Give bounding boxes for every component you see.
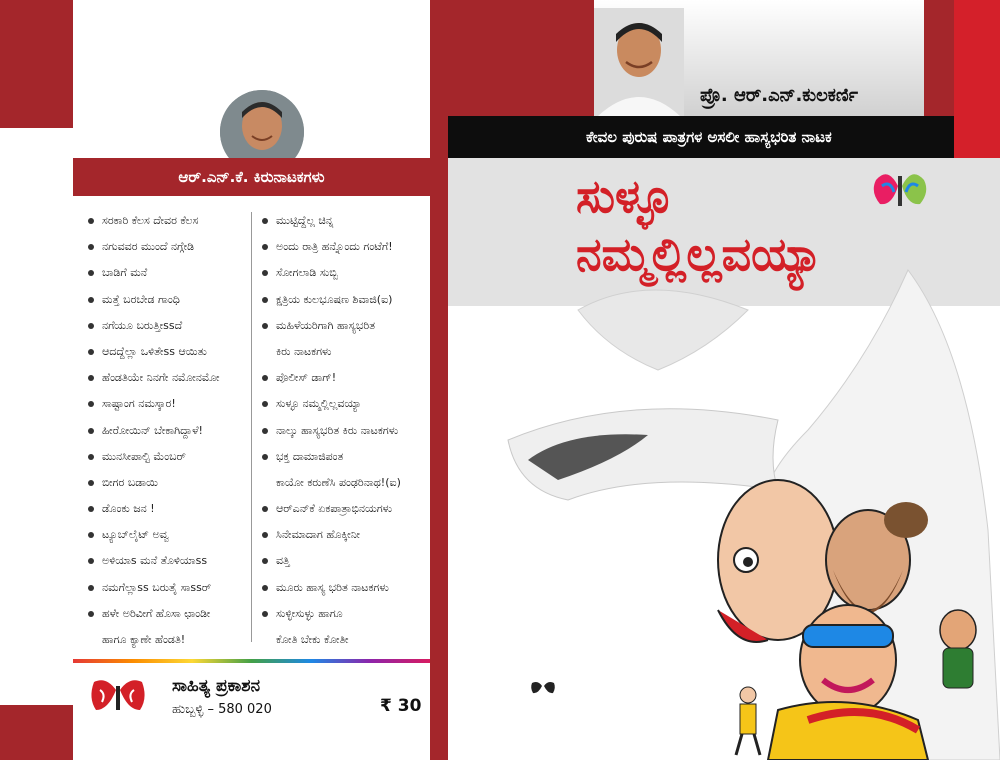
bullet-icon bbox=[88, 218, 94, 224]
bullet-icon bbox=[88, 401, 94, 407]
bullet-icon bbox=[88, 375, 94, 381]
book-list-item bbox=[262, 391, 401, 417]
book-list-item-text: ಕೋತಿ ಬೇಕು ಕೋತೀ bbox=[276, 633, 349, 646]
bullet-icon bbox=[88, 244, 94, 250]
book-list-item bbox=[88, 418, 220, 444]
book-list-item-text: ನಮಗೆಲ್ಲಾss ಬರುತೈ ಸಾssರ್ bbox=[102, 580, 212, 594]
book-list-item-text: ಡೊಂಕು ಜನ ! bbox=[102, 502, 155, 516]
tagline-band bbox=[448, 116, 954, 158]
book-list-item-text: ಬಾಡಿಗೆ ಮನೆ bbox=[102, 266, 148, 280]
bullet-icon bbox=[88, 270, 94, 276]
book-list-item-text: ಮುಟ್ಟಿದ್ದೆಲ್ಲ ಚಿನ್ನ bbox=[276, 214, 334, 227]
bullet-icon bbox=[88, 611, 94, 617]
bullet-icon bbox=[88, 558, 94, 564]
publisher-logo-icon bbox=[88, 676, 148, 716]
book-list-item bbox=[88, 575, 220, 601]
publisher-name: ಸಾಹಿತ್ಯ ಪ್ರಕಾಶನ bbox=[172, 676, 261, 696]
book-list-item bbox=[88, 522, 220, 548]
bullet-icon bbox=[88, 506, 94, 512]
book-list-item-text: ಸುಳ್ಳೀಸುಳ್ಳು ಹಾಗೂ bbox=[276, 606, 343, 620]
bullet-icon bbox=[88, 585, 94, 591]
book-list-item bbox=[262, 548, 401, 574]
book-list-item-text: ಪೊಲೀಸ್ ಡಾಗ್! bbox=[276, 371, 337, 385]
bullet-icon bbox=[262, 558, 268, 564]
book-list-item bbox=[88, 548, 220, 574]
bullet-icon bbox=[88, 323, 94, 329]
bullet-icon bbox=[262, 218, 268, 224]
book-list-item-text: ಬೀಗರ ಬಡಾಯಿ bbox=[102, 475, 158, 489]
book-list-item-text: ಹಾಗೂ ಕ್ಯಾಣೇ ಹೆಂಡತಿ! bbox=[102, 633, 186, 646]
book-list-item-text: ಅಂದು ರಾತ್ರಿ ಹನ್ನೊಂದು ಗಂಟೆಗೆ! bbox=[276, 240, 393, 254]
author-photo bbox=[594, 8, 684, 116]
book-list-item-text: ಆದದ್ದೆಲ್ಲಾ ಒಳಿತೇss ಆಯಿತು bbox=[102, 344, 207, 358]
book-list-item-text: ಸೋಗಲಾಡಿ ಸುಬ್ಬಿ bbox=[276, 266, 338, 280]
book-list-item bbox=[88, 391, 220, 417]
book-list-item-text: ಹಳೇ ಅರಿವೀಗೆ ಹೊಸಾ ಛಾಂಡೀ bbox=[102, 606, 211, 620]
bullet-icon bbox=[262, 428, 268, 434]
book-list-item bbox=[262, 208, 401, 234]
book-list-item-text: ಸುಳ್ಳೂ ನಮ್ಮಲ್ಲಿಲ್ಲವಯ್ಯಾ bbox=[276, 397, 362, 411]
book-list-item bbox=[262, 418, 401, 444]
bullet-icon bbox=[88, 454, 94, 460]
book-list-item bbox=[88, 627, 220, 653]
book-list-item-text: ಮತ್ತೆ ಬರಬೇಡ ಗಾಂಧಿ bbox=[102, 292, 180, 306]
book-list-item bbox=[262, 522, 401, 548]
book-list-item bbox=[88, 234, 220, 260]
book-list-item bbox=[262, 339, 401, 365]
book-list-item bbox=[262, 601, 401, 627]
rainbow-divider bbox=[73, 659, 430, 663]
book-list-item-text: ಮೂರು ಹಾಸ್ಯ ಭರಿತ ನಾಟಕಗಳು bbox=[276, 580, 389, 594]
book-list-item-text: ಕಿರು ನಾಟಕಗಳು bbox=[276, 344, 332, 358]
book-list-item bbox=[262, 365, 401, 391]
butterfly-logo-icon bbox=[868, 160, 932, 228]
book-list-item bbox=[262, 287, 401, 313]
bullet-icon bbox=[262, 323, 268, 329]
front-bright-red-strip bbox=[954, 0, 1000, 118]
book-list-item bbox=[262, 234, 401, 260]
book-list-item-text: ಕ್ಷತ್ರಿಯ ಕುಲಭೂಷಣ ಶಿವಾಜಿ(ಐ) bbox=[276, 292, 393, 306]
bullet-icon bbox=[88, 480, 94, 486]
book-title-line-2: ನಮ್ಮಲ್ಲಿಲ್ಲವಯ್ಯಾ bbox=[576, 227, 824, 281]
book-list-left-column bbox=[88, 208, 220, 653]
bullet-icon bbox=[262, 506, 268, 512]
book-list-item bbox=[262, 444, 401, 470]
book-list-item bbox=[262, 470, 401, 496]
tagline-text: ಕೇವಲ ಪುರುಷ ಪಾತ್ರಗಳ ಅಸಲೀ ಹಾಸ್ಯಭರಿತ ನಾಟಕ bbox=[586, 128, 832, 146]
book-list-item-text: ಹೆಂಡತಿಯೇ ನಿನಗೇ ನಮೋನಮೋ bbox=[102, 371, 220, 385]
back-cover-red-block-bottom bbox=[0, 705, 73, 760]
bullet-icon bbox=[88, 532, 94, 538]
book-list-item-text: ಆರ್‌ಎನ್‌ಕೆ ಏಕಪಾತ್ರಾಭಿನಯಗಳು bbox=[276, 502, 393, 516]
book-title-line-1: ಸುಳ್ಳೂ bbox=[576, 169, 673, 223]
book-list-item-text: ನಾಲ್ಕು ಹಾಸ್ಯಭರಿತ ಕಿರು ನಾಟಕಗಳು bbox=[276, 423, 399, 437]
column-divider bbox=[251, 212, 252, 642]
book-list-item bbox=[88, 365, 220, 391]
tagline-band-red-end bbox=[954, 116, 1000, 158]
book-list-item-text: ವತ್ತಿ bbox=[276, 554, 290, 568]
book-list-item-text: ಸಾಷ್ಟಾಂಗ ನಮಸ್ಕಾರ! bbox=[102, 397, 176, 411]
book-list-item-text: ಭಕ್ತ ದಾಮಾಜಿಪಂತ bbox=[276, 449, 344, 463]
book-list-item-text: ಹೀರೋಯಿನ್ ಬೇಕಾಗಿದ್ದಾಳೆ! bbox=[102, 423, 203, 437]
book-list-item-text: ಅಳಿಯಾs ಮನೆ ತೊಳಿಯಾss bbox=[102, 554, 208, 568]
book-list-item-text: ಟ್ಯೂಬ್‌ಲೈಟ್ ಅವ್ವ bbox=[102, 528, 169, 542]
book-list-item bbox=[262, 496, 401, 522]
book-list-item bbox=[88, 260, 220, 286]
bullet-icon bbox=[262, 401, 268, 407]
small-butterfly-logo-icon bbox=[530, 680, 556, 700]
book-list-item bbox=[262, 313, 401, 339]
book-list-item bbox=[262, 627, 401, 653]
back-cover-red-block-top bbox=[0, 0, 73, 128]
bullet-icon bbox=[88, 349, 94, 355]
book-list-item bbox=[88, 339, 220, 365]
bullet-icon bbox=[262, 375, 268, 381]
series-heading: ಆರ್.ಎನ್.ಕೆ. ಕಿರುನಾಟಕಗಳು bbox=[73, 158, 430, 196]
book-list-item bbox=[88, 287, 220, 313]
bullet-icon bbox=[88, 297, 94, 303]
book-list-item bbox=[262, 575, 401, 601]
bullet-icon bbox=[262, 585, 268, 591]
spine-red-band bbox=[430, 0, 448, 760]
book-list-item-text: ಸರಕಾರಿ ಕೆಲಸ ದೇವರ ಕೆಲಸ bbox=[102, 214, 199, 227]
book-list-item-text: ಸಿನೇಮಾದಾಗ ಹೊಕ್ಕೀನೀ bbox=[276, 528, 361, 542]
book-list-item bbox=[88, 313, 220, 339]
book-list-item bbox=[88, 208, 220, 234]
book-list-item bbox=[88, 444, 220, 470]
bullet-icon bbox=[262, 244, 268, 250]
book-list-item-text: ಕಾಯೋ ಕರುಣೆಸಿ ಪಂಢರಿನಾಥ!(ಐ) bbox=[276, 475, 401, 489]
book-list-item bbox=[88, 496, 220, 522]
book-list-item-text: ನಗುವವರ ಮುಂದೆ ನಗ್ಗೇಡಿ bbox=[102, 240, 195, 254]
bullet-icon bbox=[262, 297, 268, 303]
bullet-icon bbox=[262, 270, 268, 276]
book-list-right-column bbox=[262, 208, 401, 653]
author-name: ಪ್ರೊ. ಆರ್.ಎನ್.ಕುಲಕರ್ಣಿ bbox=[700, 85, 858, 106]
bullet-icon bbox=[262, 454, 268, 460]
author-portrait-icon bbox=[594, 8, 684, 116]
book-list-item-text: ಮಹಿಳೆಯರಿಗಾಗಿ ಹಾಸ್ಯಭರಿತ bbox=[276, 318, 376, 332]
publisher-city: ಹುಬ್ಬಳ್ಳಿ – 580 020 bbox=[172, 702, 272, 717]
front-red-block-left bbox=[448, 0, 594, 118]
bullet-icon bbox=[88, 428, 94, 434]
price-label: ₹ 30 bbox=[380, 696, 422, 716]
book-list-item bbox=[88, 601, 220, 627]
book-list-item-text: ಮುನಸೀಪಾಲ್ಟಿ ಮೆಂಬರ್ bbox=[102, 449, 186, 463]
bullet-icon bbox=[262, 611, 268, 617]
book-list-item bbox=[262, 260, 401, 286]
book-list-item-text: ನಗೆಯೂ ಬರುತ್ತೀssದೆ bbox=[102, 318, 183, 332]
bullet-icon bbox=[262, 532, 268, 538]
book-list-item bbox=[88, 470, 220, 496]
